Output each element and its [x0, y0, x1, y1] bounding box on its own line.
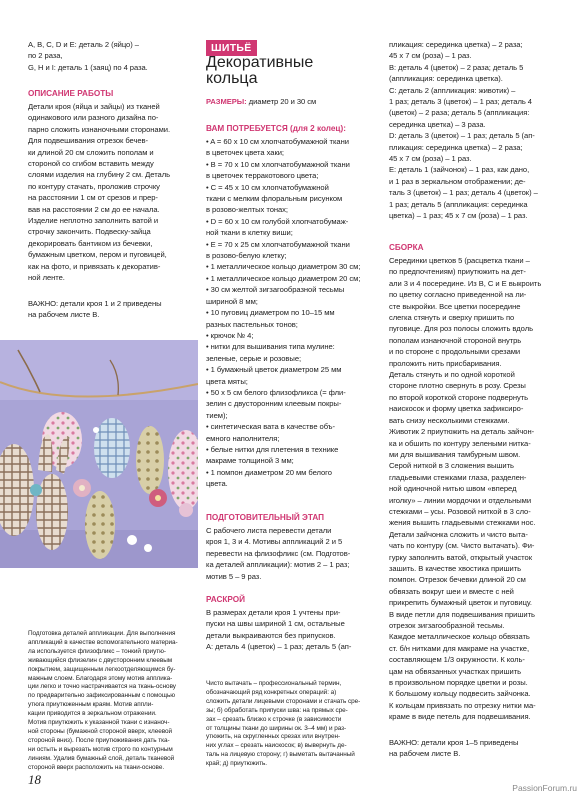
- text-line: кроя 1, 3 и 4. Мотивы аппликаций 2 и 5: [206, 537, 343, 547]
- text-line: пуски на швы шириной 1 см, остальные: [206, 619, 345, 629]
- text-line: ной одиночной нитью швом «вперед: [389, 484, 517, 494]
- text-line: • 30 см желтой зигзагообразной тесьмы: [206, 285, 345, 295]
- text-line: 45 x 7 см (роза) – 1 раз.: [389, 154, 472, 164]
- text-line: В размерах детали кроя 1 учтены при-: [206, 608, 341, 617]
- text-line: пликация: серединка цветка) – 2 раза;: [389, 40, 523, 49]
- text-line: жения вышить гладьевыми стежками нос.: [389, 518, 536, 528]
- text-line: • 50 x 5 см белого флизофликса (= фли-: [206, 387, 346, 397]
- text-line: • B = 70 x 10 см хлопчатобумажной ткани: [206, 159, 350, 169]
- text-line: гурку заполнить ватой, открытый участок: [389, 552, 532, 562]
- text-line: парно сложить изнаночными сторонами.: [28, 124, 171, 134]
- text-line: сте выкройки. Все цветки посередине: [389, 301, 521, 311]
- cut-text: [206, 607, 384, 653]
- text-line: как на фото, и привязать к декоратив-: [28, 261, 161, 271]
- text-line: • белые нитки для плетения в технике: [206, 444, 339, 454]
- text-line: Изделие неплотно заполнить ватой и: [28, 216, 159, 226]
- text-line: аппликаций в качестве вспомогательного материа-: [28, 638, 178, 646]
- text-line: линиям. Удалив бумажный слой, деталь тканевой: [28, 754, 175, 762]
- text-line: иголку» – линии мордочки и отдельными: [389, 495, 532, 505]
- text-line: от толщины ткани до ширины ок. 3–4 мм) и раз-: [206, 724, 347, 732]
- text-line: детали выкраиваются без припусков.: [206, 630, 336, 640]
- work-description: [28, 101, 200, 284]
- text-line: • 1 металлическое кольцо диаметром 30 см;: [206, 262, 361, 272]
- text-line: по контуру стачать, проложив строчку: [28, 181, 160, 191]
- text-line: • E = 70 x 25 см хлопчатобумажной ткани: [206, 239, 350, 249]
- page-number: 18: [28, 772, 41, 787]
- text-line: макраме толщиной 3 мм;: [206, 456, 294, 466]
- text-line: Мотив приутюжить к указанной ткани с изнаноч-: [28, 719, 170, 727]
- text-line: вать снизу несколькими стежками.: [389, 415, 510, 425]
- text-line: E: деталь 1 (зайчонок) – 1 раз, как дано,: [389, 165, 530, 175]
- text-line: по второй короткой стороне подвернуть: [389, 392, 529, 402]
- text-line: • D = 60 x 10 см голубой хлопчатобумаж-: [206, 216, 349, 226]
- text-line: по цветку согласно приведенной на ли-: [389, 290, 527, 300]
- text-line: зеленые, серые и розовые;: [206, 353, 302, 363]
- text-line: зах – срезать близко к строчке (в зависимости: [206, 715, 342, 723]
- text-line: утюжить, на скругленных срезах или внутрен-: [206, 733, 341, 741]
- sizes-line: РАЗМЕРЫ: диаметр 20 и 30 см: [206, 97, 317, 106]
- text-line: • C = 45 x 10 см хлопчатобумажной: [206, 182, 329, 192]
- text-line: ной стороны (бумажной стороной вверх, клеевой: [28, 727, 173, 735]
- text-line: • нитки для вышивания типа мулине:: [206, 342, 335, 352]
- text-line: Подготовка деталей аппликации. Для выполнения: [28, 630, 176, 637]
- text-line: бумажным цветком, пером и пуговицей,: [28, 250, 167, 260]
- text-line: С рабочего листа перевести детали: [206, 526, 332, 535]
- text-line: стороне плотно свернуть в розу. Срезы: [389, 381, 526, 391]
- text-line: • 1 металлическое кольцо диаметром 20 см;: [206, 273, 361, 283]
- text-line: сложить детали лицевыми сторонами и стачать сре-: [206, 697, 361, 705]
- text-line: Серединки цветков 5 (расцветка ткани –: [389, 256, 530, 265]
- text-line: ка деталей аппликации): мотив 2 – 1 раз;: [206, 560, 350, 570]
- text-line: вав на расстоянии 2 см до ее начала.: [28, 204, 160, 214]
- text-line: ной ткани в клетку виши;: [206, 228, 293, 238]
- text-line: цвета мяты;: [206, 376, 248, 386]
- text-line: ции легко и точно настрачивается на ткань-основу: [28, 683, 176, 691]
- text-line: Каждое металлическое кольцо обвязать: [389, 632, 530, 642]
- text-line: строчку закончить. Подвеску-зайца: [28, 227, 151, 237]
- text-line: в розово-желтых тонах;: [206, 205, 288, 215]
- heading-cut: РАСКРОЙ: [206, 595, 245, 604]
- text-line: ни остыть и вырезать мотив строго по контурным: [28, 745, 173, 753]
- text-line: составляющем 1/3 окружности. К коль-: [389, 655, 525, 665]
- text-line: перевести на флизофликс (см. Подготов-: [206, 548, 351, 558]
- text-line: утюга приутюженным краям. Мотив аппли-: [28, 701, 154, 709]
- text-line: Деталь стянуть и по одной короткой: [389, 370, 515, 380]
- text-line: краме в виде петель для подвешивания.: [389, 712, 531, 722]
- text-line: 45 x 7 см (роза) – 1 раз.: [389, 51, 472, 61]
- text-line: цам на обвязанных участках пришить: [389, 666, 522, 676]
- heading-work: ОПИСАНИЕ РАБОТЫ: [28, 89, 114, 98]
- text-line: пуговице. Для роз полосы сложить вдоль: [389, 324, 533, 334]
- text-line: мажным слоем. Благодаря этому мотив апплика-: [28, 674, 173, 682]
- text-line: зелин с двусторонним клеевым покры-: [206, 399, 342, 409]
- materials-list: [206, 136, 384, 490]
- text-line: Животик 2 приутюжить на деталь зайчон-: [389, 427, 535, 437]
- text-line: в цветочек цвета хаки;: [206, 148, 284, 158]
- text-line: в цветочек терракотового цвета;: [206, 171, 319, 181]
- text-line: цвета.: [206, 479, 228, 489]
- text-line: ки длиной 20 см сложить пополам и: [28, 147, 154, 157]
- garland-illustration: [0, 340, 198, 568]
- text-line: по предварительно зафиксированным с помощью: [28, 692, 175, 700]
- text-line: зы; б) обработать припуски шва: на прямых сре-: [206, 706, 348, 714]
- text-line: край; д) приутюжить.: [206, 760, 267, 768]
- text-line: них углах – срезать наискосок; в) вывернуть де-: [206, 742, 347, 750]
- text-line: • A = 60 x 10 см хлопчатобумажной ткани: [206, 137, 349, 146]
- text-line: 1 раз; деталь 5 (аппликация: серединка: [389, 199, 528, 209]
- prep-text: [206, 525, 384, 582]
- text-line: стороной со сгибом вставить между: [28, 159, 154, 169]
- text-line: слегка стянуть и сверху пришить по: [389, 313, 515, 323]
- text-line: и по стороне с продольными срезами: [389, 347, 521, 357]
- glossary-note: [206, 680, 386, 769]
- text-line: A: деталь 4 (цветок) – 1 раз; деталь 5 (ап-: [206, 642, 352, 652]
- heading-prep: ПОДГОТОВИТЕЛЬНЫЙ ЭТАП: [206, 513, 325, 522]
- text-line: 1 раз; деталь 3 (цветок) – 1 раз; деталь 4: [389, 97, 532, 107]
- text-line: разных пастельных тонов;: [206, 319, 298, 329]
- text-line: таль на лицевую сторону; г) выметать вытачанный: [206, 751, 355, 759]
- article-title: Декоративные кольца: [206, 54, 314, 87]
- text-line: слоями изделия на глубину 2 см. Деталь: [28, 170, 170, 180]
- text-line: ла используется флизофликс – тонкий приутю-: [28, 647, 166, 655]
- photo-caption: [28, 630, 198, 773]
- text-line: шириной 8 мм;: [206, 296, 258, 306]
- text-line: C: деталь 2 (аппликация: животик) –: [389, 85, 516, 95]
- text-line: одинакового или разного дизайна по-: [28, 113, 159, 123]
- text-line: али 3 и 4 посередине. Из B, C и E выкроить: [389, 278, 542, 288]
- text-line: зашить. В качестве хвостика пришить: [389, 563, 522, 573]
- text-line: тием);: [206, 410, 228, 420]
- text-line: покрытием, защищенным легкоотделяющимся бу-: [28, 665, 176, 673]
- text-line: Детали зайчонка сложить и чисто выта-: [389, 529, 528, 539]
- text-line: цветка) – 1 раз; 45 x 7 см (роза) – 1 раз.: [389, 211, 528, 221]
- text-line: пликация: серединка цветка) – 2 раза;: [389, 142, 523, 152]
- text-line: мотив 5 – 9 раз.: [206, 571, 262, 581]
- important-note-right: ВАЖНО: детали кроя 1–5 приведены на рабочем листе B.: [389, 738, 519, 759]
- text-line: декорировать бантиком из бечевки,: [28, 238, 153, 248]
- text-line: Детали кроя (яйца и зайцы) из тканей: [28, 102, 160, 111]
- text-line: по предпочтениям) приутюжить на дет-: [389, 267, 526, 277]
- text-line: проложить нить присбаривания.: [389, 358, 502, 368]
- bunny-garland-photo: [0, 340, 198, 568]
- text-line: серединка цветка) – 3 раза.: [389, 119, 486, 129]
- text-line: • 1 помпон диаметром 20 мм белого: [206, 467, 332, 477]
- cut-list-end: A, B, C, D и E: деталь 2 (яйцо) – по 2 раза, G, H и I: деталь 1 (заяц) по 4 раза.: [28, 40, 148, 72]
- text-line: кации приводится в зеркальном отражении.: [28, 710, 157, 718]
- text-line: в произвольном порядке цветки и розы.: [389, 678, 528, 688]
- text-line: на расстоянии 1 см от срезов и прер-: [28, 193, 158, 203]
- text-line: обозначающий ряд конкретных операций: а): [206, 688, 337, 696]
- text-line: наискосок и форму цветка зафиксиро-: [389, 404, 524, 414]
- text-line: • 10 пуговиц диаметром по 10–15 мм: [206, 308, 335, 318]
- text-line: чать по контуру (см. Чисто вытачать). Фи-: [389, 541, 535, 551]
- heading-assembly: СБОРКА: [389, 243, 424, 252]
- watermark: PassionForum.ru: [512, 783, 577, 793]
- text-line: (аппликация: серединка цветка).: [389, 74, 503, 84]
- text-line: стороной вниз). После приутюживания дать тка-: [28, 736, 170, 744]
- text-line: стороной вверх расположить на ткани-основе.: [28, 763, 165, 771]
- text-line: отрезок зигзагообразной тесьмы.: [389, 621, 505, 630]
- text-line: обвязать вокруг шеи и вместе с ней: [389, 586, 514, 596]
- text-line: живающийся флизелин с двусторонним клеевым: [28, 656, 173, 664]
- text-line: помпон. Отрезок бечевки длиной 20 см: [389, 575, 526, 585]
- text-line: пополам изнаночной стороной внутрь: [389, 335, 522, 345]
- text-line: B: деталь 4 (цветок) – 2 раза; деталь 5: [389, 62, 524, 72]
- text-line: ми для вышивания тамбурным швом.: [389, 449, 521, 459]
- heading-materials: ВАМ ПОТРЕБУЕТСЯ (для 2 колец):: [206, 124, 346, 133]
- important-note: ВАЖНО: детали кроя 1 и 2 приведены на рабочем листе B.: [28, 299, 162, 320]
- text-line: и 1 раз в зеркальном отображении; де-: [389, 176, 526, 186]
- text-line: гладьевыми стежками глаза, разделен-: [389, 472, 527, 482]
- assembly-text: [389, 255, 563, 723]
- section-tag: ШИТЬЁ: [206, 38, 257, 56]
- text-line: ткани с мелким флоральным рисунком: [206, 194, 343, 204]
- text-line: (цветок) – 2 раза; деталь 5 (аппликация:: [389, 108, 530, 118]
- text-line: стежками – усы. Розовой ниткой в 3 сло-: [389, 506, 531, 516]
- text-line: таль 3 (цветок) – 1 раз; деталь 4 (цветок) –: [389, 188, 538, 198]
- text-line: емного наполнителя;: [206, 433, 280, 443]
- text-line: Чисто вытачать – профессиональный термин,: [206, 680, 342, 687]
- text-line: ка и обшить по контуру зелеными нитка-: [389, 438, 531, 448]
- text-line: К большому кольцу подвесить зайчонка.: [389, 689, 531, 699]
- text-line: прикрепить бумажный цветок и пуговицу.: [389, 598, 532, 608]
- text-line: • 1 бумажный цветок диаметром 25 мм: [206, 365, 342, 375]
- text-line: В виде петли для подвешивания пришить: [389, 609, 535, 619]
- cut-continued: [389, 39, 563, 222]
- text-line: • синтетическая вата в качестве объ-: [206, 422, 335, 432]
- text-line: Для подвешивания отрезок бечев-: [28, 136, 149, 146]
- text-line: в розово-белую клетку;: [206, 251, 287, 261]
- text-line: ст. б/н нитками для макраме на участке,: [389, 643, 530, 653]
- text-line: ной ленте.: [28, 273, 65, 283]
- text-line: Серой ниткой в 3 сложения вышить: [389, 461, 514, 471]
- text-line: К кольцам привязать по отрезку нитки ма-: [389, 700, 536, 710]
- text-line: D: деталь 3 (цветок) – 1 раз; деталь 5 (ап-: [389, 131, 535, 141]
- text-line: • крючок № 4;: [206, 330, 254, 340]
